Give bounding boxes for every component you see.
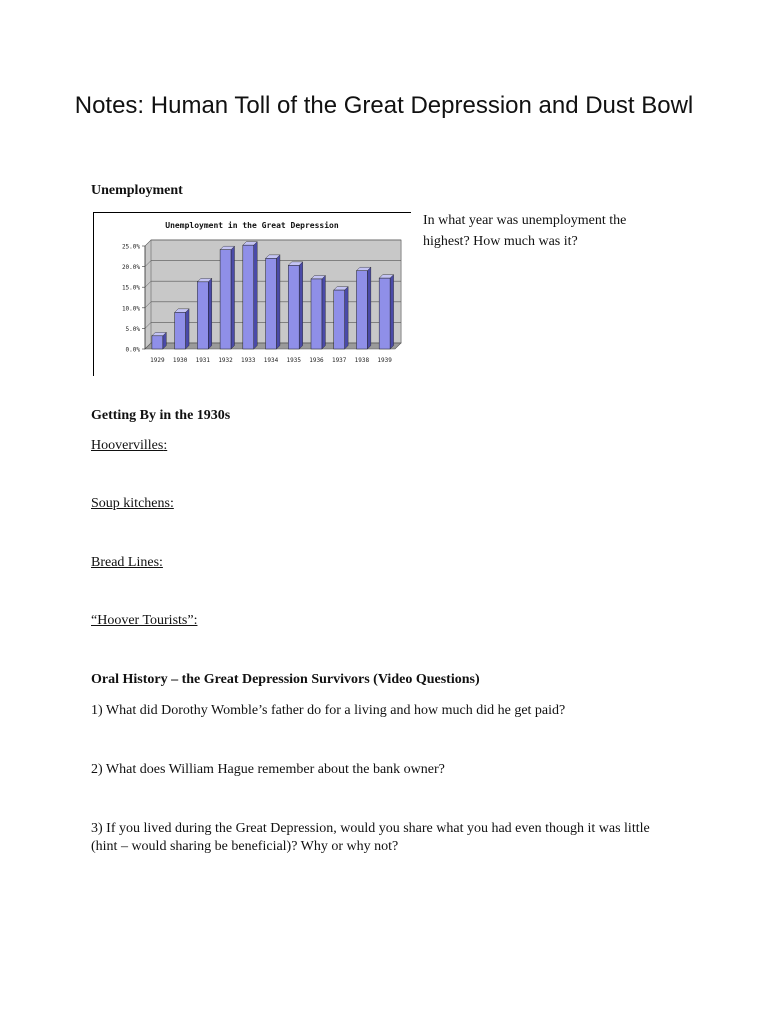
section-heading-getting-by: Getting By in the 1930s xyxy=(91,408,231,423)
bar xyxy=(311,279,322,349)
question-2: 2) What does William Hague remember about the bank owner? xyxy=(91,762,445,777)
bar-side xyxy=(367,267,371,349)
x-tick-label: 1939 xyxy=(377,357,392,364)
bar xyxy=(175,312,186,349)
chart-title: Unemployment in the Great Depression xyxy=(165,221,339,230)
term-colon: : xyxy=(163,438,168,453)
x-tick-label: 1930 xyxy=(172,357,188,364)
x-tick-label: 1937 xyxy=(331,357,347,364)
x-tick-label: 1938 xyxy=(354,357,370,364)
x-tick-label: 1935 xyxy=(286,357,301,364)
term-hoover-tourists xyxy=(91,613,197,629)
bar-side xyxy=(231,246,235,349)
bar xyxy=(243,245,254,349)
bar xyxy=(379,278,390,349)
term-label: Hoovervilles xyxy=(91,438,164,453)
chart-svg xyxy=(93,212,411,376)
bar xyxy=(334,290,345,349)
page-title: Notes: Human Toll of the Great Depression and Dust Bowl xyxy=(74,92,694,119)
term-label: “Hoover Tourists”: xyxy=(91,613,198,628)
bar xyxy=(152,336,163,349)
x-tick-label: 1929 xyxy=(150,357,165,364)
bar xyxy=(288,265,299,349)
term-label: Bread Lines: xyxy=(91,555,163,570)
bar-side xyxy=(186,309,190,349)
term-hoovervilles xyxy=(91,438,167,454)
y-tick-label: 5.0% xyxy=(125,325,140,333)
section-heading-oral-history: Oral History – the Great Depression Survivors (Video Questions) xyxy=(91,672,480,687)
unemployment-chart xyxy=(93,212,411,376)
bar-side xyxy=(208,278,212,349)
bar-side xyxy=(390,275,394,349)
bar xyxy=(220,250,231,349)
question-3: 3) If you lived during the Great Depression, would you share what you had even though it was little (hint – would sharing be beneficial)? Why or why not? xyxy=(91,821,650,854)
bar xyxy=(197,282,208,349)
term-soup-kitchens xyxy=(91,496,174,512)
bar-side xyxy=(254,242,258,349)
y-tick-label: 0.0% xyxy=(125,346,140,354)
bar-side xyxy=(322,275,326,349)
term-colon: : xyxy=(169,496,174,511)
bar xyxy=(266,258,277,349)
x-tick-label: 1933 xyxy=(241,357,256,364)
question-1: 1) What did Dorothy Womble’s father do for a living and how much did he get paid? xyxy=(91,703,566,718)
bar-side xyxy=(276,255,280,349)
x-tick-label: 1936 xyxy=(309,357,324,364)
term-bread-lines xyxy=(91,555,163,571)
y-tick-label: 20.0% xyxy=(121,264,140,272)
x-tick-label: 1934 xyxy=(263,357,279,364)
term-label: Soup kitchens xyxy=(91,496,170,511)
y-tick-label: 10.0% xyxy=(121,305,140,313)
x-tick-label: 1931 xyxy=(195,357,211,364)
y-tick-label: 15.0% xyxy=(121,284,140,292)
bar-side xyxy=(299,262,303,349)
bar xyxy=(356,271,367,349)
section-heading-unemployment: Unemployment xyxy=(91,183,183,198)
x-tick-label: 1932 xyxy=(218,357,233,364)
y-tick-label: 25.0% xyxy=(121,243,140,251)
bar-side xyxy=(345,287,349,349)
unemployment-question: In what year was unemployment the highest? How much was it? xyxy=(423,213,627,249)
